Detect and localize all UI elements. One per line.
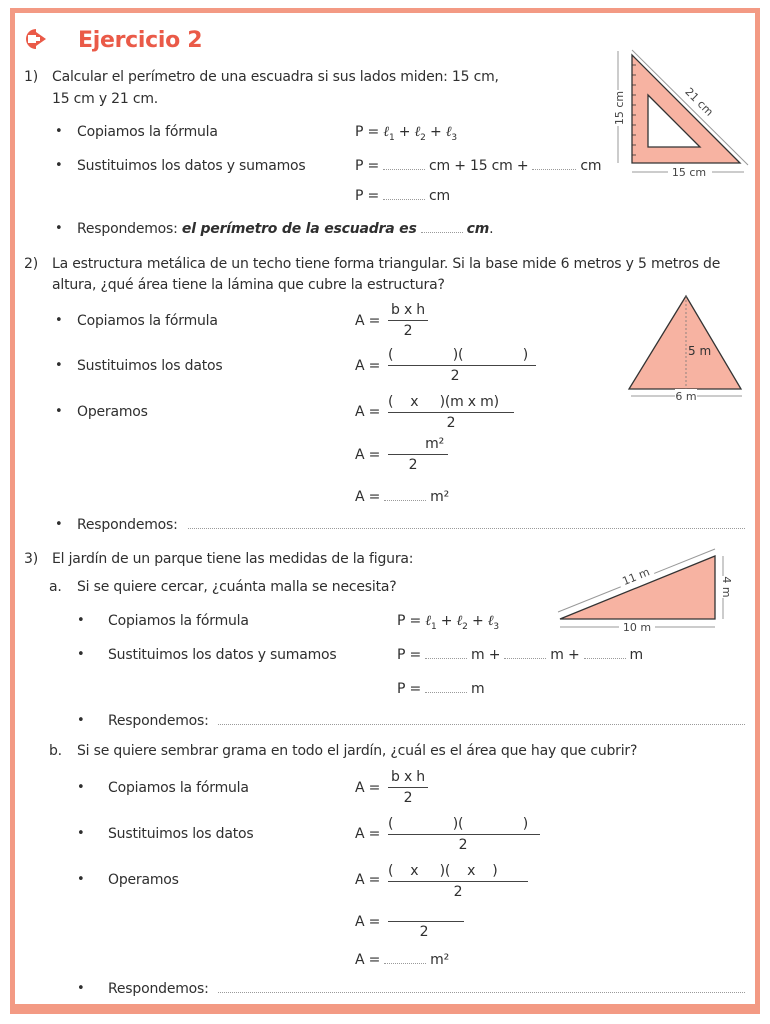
side-bottom-label: 15 cm — [671, 166, 707, 179]
answer-line[interactable] — [188, 528, 745, 529]
step-label: Copiamos la fórmula — [77, 124, 218, 140]
exercise-number: 1) — [24, 69, 38, 85]
result-formula: P = cm — [355, 188, 450, 204]
area-formula-fraction: b x h 2 — [388, 301, 428, 340]
exercise-statement: 15 cm y 21 cm. — [52, 91, 159, 107]
height-label: 5 m — [688, 344, 712, 358]
answer-line[interactable] — [218, 724, 745, 725]
bullet: • — [55, 221, 63, 236]
answer-line[interactable] — [218, 992, 745, 993]
height-label: 4 m — [720, 576, 733, 598]
operation-fraction[interactable]: ( x )( x ) 2 — [388, 862, 528, 901]
set-square-figure — [610, 45, 760, 180]
perimeter-formula: P = ℓ$_1$ + ℓ$_2$ + ℓ$_3$ — [397, 613, 499, 632]
base-label: 10 m — [622, 621, 652, 634]
part-question: Si se quiere sembrar grama en todo el jardín, ¿cuál es el área que hay que cubrir? — [77, 743, 638, 759]
part-letter: a. — [49, 579, 62, 595]
bullet: • — [55, 404, 63, 419]
exercise-statement: altura, ¿qué área tiene la lámina que cubre la estructura? — [52, 277, 445, 293]
step-label: Sustituimos los datos — [77, 358, 223, 374]
substitution-fraction[interactable]: ( )( ) 2 — [388, 815, 540, 854]
hypotenuse-label: 21 cm — [682, 85, 716, 119]
step-label: Copiamos la fórmula — [77, 313, 218, 329]
bullet: • — [77, 613, 85, 628]
area-equals: A = — [355, 447, 381, 463]
bullet: • — [55, 158, 63, 173]
answer-prefix: Respondemos: — [108, 981, 209, 997]
bullet: • — [55, 313, 63, 328]
bullet: • — [77, 713, 85, 728]
side-left-label: 15 cm — [613, 90, 626, 126]
bullet: • — [77, 981, 85, 996]
exercise-number: 2) — [24, 256, 38, 272]
answer-blank[interactable] — [384, 952, 426, 964]
area-equals: A = — [355, 358, 381, 374]
step-label: Sustituimos los datos y sumamos — [77, 158, 306, 174]
answer-blank[interactable] — [384, 489, 426, 501]
answer-blank[interactable] — [584, 647, 626, 659]
hypotenuse-label: 11 m — [620, 565, 652, 588]
answer-blank[interactable] — [425, 681, 467, 693]
part-question: Si se quiere cercar, ¿cuánta malla se necesita? — [77, 579, 397, 595]
substitution-formula: P = m + m + m — [397, 647, 643, 663]
area-equals: A = — [355, 872, 381, 888]
operation-fraction[interactable]: ( x )(m x m) 2 — [388, 393, 514, 432]
answer-blank[interactable] — [383, 188, 425, 200]
bullet: • — [77, 826, 85, 841]
exercise-number: 3) — [24, 551, 38, 567]
garden-triangle-figure — [555, 548, 740, 636]
base-label: 6 m — [675, 390, 697, 403]
answer-blank[interactable] — [532, 158, 576, 170]
answer-prefix: Respondemos: — [77, 517, 178, 533]
page-title: Ejercicio 2 — [78, 28, 203, 53]
area-equals: A = — [355, 780, 381, 796]
bullet: • — [77, 780, 85, 795]
bullet: • — [77, 872, 85, 887]
step-label: Operamos — [77, 404, 148, 420]
bullet: • — [55, 124, 63, 139]
area-equals: A = — [355, 404, 381, 420]
step-label: Copiamos la fórmula — [108, 780, 249, 796]
area-equals: A = — [355, 826, 381, 842]
result-formula: P = m — [397, 681, 485, 697]
substitution-fraction[interactable]: ( )( ) 2 — [388, 346, 536, 385]
answer-blank[interactable] — [421, 221, 463, 233]
step-label: Operamos — [108, 872, 179, 888]
step-label: Copiamos la fórmula — [108, 613, 249, 629]
substitution-formula: P = cm + 15 cm + cm — [355, 158, 602, 174]
bullet: • — [77, 647, 85, 662]
perimeter-formula: P = ℓ$_1$ + ℓ$_2$ + ℓ$_3$ — [355, 124, 457, 143]
step-label: Sustituimos los datos y sumamos — [108, 647, 337, 663]
exercise-statement: La estructura metálica de un techo tiene forma triangular. Si la base mide 6 metros y 5 metros de — [52, 256, 721, 272]
bullet: • — [55, 358, 63, 373]
exercise-statement: El jardín de un parque tiene las medidas de la figura: — [52, 551, 414, 567]
answer-blank[interactable] — [383, 158, 425, 170]
answer-blank[interactable] — [504, 647, 546, 659]
partial-result-fraction[interactable]: 2 — [388, 902, 464, 941]
area-result: A = m² — [355, 489, 450, 505]
area-equals: A = — [355, 313, 381, 329]
exercise-statement: Calcular el perímetro de una escuadra si sus lados miden: 15 cm, — [52, 69, 499, 85]
arrow-right-circle-icon — [24, 28, 48, 50]
answer-line: Respondemos: el perímetro de la escuadra es cm. — [77, 221, 494, 237]
part-letter: b. — [49, 743, 62, 759]
step-label: Sustituimos los datos — [108, 826, 254, 842]
partial-result-fraction[interactable]: m² 2 — [388, 435, 448, 474]
bullet: • — [55, 517, 63, 532]
area-equals: A = — [355, 914, 381, 930]
roof-triangle-figure — [620, 290, 750, 405]
area-result: A = m² — [355, 952, 450, 968]
answer-prefix: Respondemos: — [108, 713, 209, 729]
answer-blank[interactable] — [425, 647, 467, 659]
area-formula-fraction: b x h 2 — [388, 768, 428, 807]
